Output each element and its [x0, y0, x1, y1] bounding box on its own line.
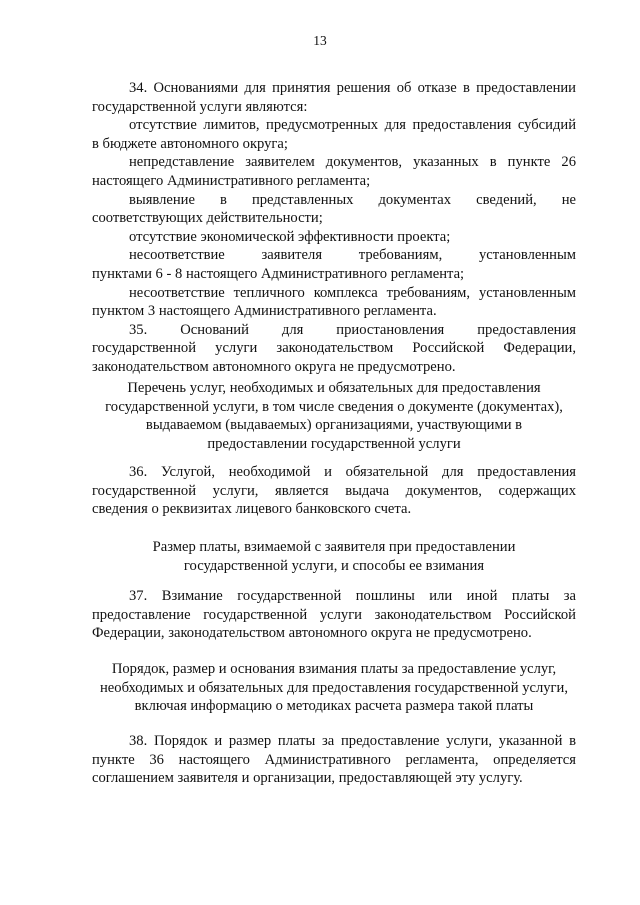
text-line: отсутствие лимитов, предусмотренных для предоставления субсидий — [129, 117, 576, 134]
text-line: 36. Услугой, необходимой и обязательной для предоставления — [129, 464, 576, 480]
text-line: предоставление государственной услуги законодательством Российской — [92, 606, 576, 623]
text-line: отсутствие экономической эффективности проекта; — [129, 228, 451, 245]
heading-2 — [92, 538, 576, 575]
text-line: несоответствие заявителя требованиям, установленным — [129, 247, 576, 264]
text-line: сведения о реквизитах лицевого банковского счета. — [92, 501, 412, 518]
text-line: пунктом 3 настоящего Административного регламента. — [92, 303, 437, 320]
text-line: настоящего Административного регламента; — [92, 173, 371, 189]
heading-line: Размер платы, взимаемой с заявителя при предоставлении — [152, 539, 516, 555]
heading-line: предоставлении государственной услуги — [207, 435, 461, 452]
text-line: государственной услуги законодательством Российской Федерации, — [92, 340, 576, 357]
heading-line: государственной услуги, и способы ее взимания — [183, 557, 485, 574]
text-line: Федерации, законодательством автономного округа не предусмотрено. — [92, 625, 532, 642]
text-line: в бюджете автономного округа; — [92, 135, 288, 152]
text-line: выявление в представленных документах сведений, не — [129, 191, 576, 208]
text-line: государственной услуги являются: — [92, 98, 308, 115]
page-number: 13 — [313, 33, 327, 48]
text-line: непредставление заявителем документов, указанных в пункте 26 — [129, 154, 576, 171]
text-line: 37. Взимание государственной пошлины или иной платы за — [129, 588, 576, 604]
text-line: 34. Основаниями для принятия решения об отказе в предоставлении — [129, 80, 576, 96]
text-line: пунктами 6 - 8 настоящего Административного регламента; — [92, 266, 465, 282]
heading-3 — [92, 660, 576, 716]
heading-line: государственной услуги, в том числе сведения о документе (документах), — [105, 398, 563, 415]
heading-line: Перечень услуг, необходимых и обязательных для предоставления — [127, 380, 541, 396]
text-line: пункте 36 настоящего Административного регламента, определяется — [92, 751, 576, 768]
text-line: 35. Оснований для приостановления предоставления — [129, 321, 576, 338]
text-line: соглашением заявителя и организации, предоставляющей эту услугу. — [92, 770, 523, 787]
text-line: несоответствие тепличного комплекса требованиям, установленным — [129, 284, 576, 301]
text-line: государственной услуги, является выдача документов, содержащих — [92, 482, 576, 499]
text-line: законодательством автономного округа не предусмотрено. — [92, 359, 456, 375]
heading-line: включая информацию о методиках расчета размера такой платы — [134, 698, 534, 715]
heading-1 — [92, 379, 576, 453]
text-line: 38. Порядок и размер платы за предоставление услуги, указанной в — [129, 733, 576, 749]
heading-line: Порядок, размер и основания взимания платы за предоставление услуг, — [111, 661, 557, 677]
heading-line: выдаваемом (выдаваемых) организациями, участвующими в — [145, 417, 523, 434]
text-line: соответствующих действительности; — [92, 210, 323, 227]
heading-line: необходимых и обязательных для предоставления государственной услуги, — [100, 679, 568, 696]
